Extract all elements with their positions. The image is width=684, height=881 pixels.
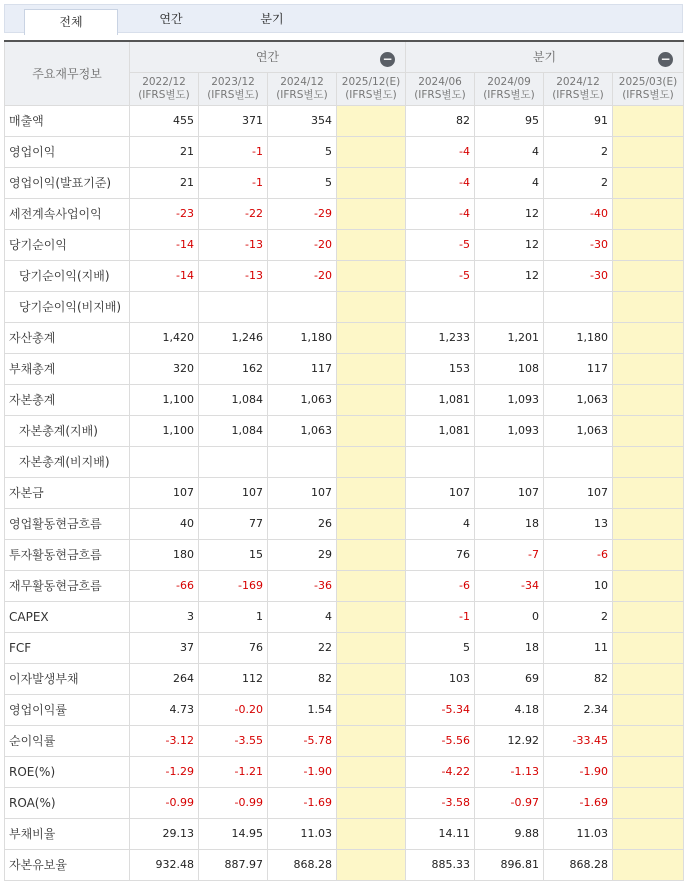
column-period: 2025/12(E) bbox=[341, 75, 401, 88]
column-period: 2024/12 bbox=[280, 75, 324, 88]
value-cell: 1,084 bbox=[199, 415, 268, 446]
value-cell: -20 bbox=[268, 229, 337, 260]
table-row bbox=[5, 198, 684, 229]
value-cell: 108 bbox=[475, 353, 544, 384]
group-label: 연간 bbox=[255, 50, 280, 65]
value-cell: 1,100 bbox=[130, 384, 199, 415]
value-cell: 1,063 bbox=[544, 415, 613, 446]
column-header bbox=[337, 72, 406, 105]
value-cell: -4 bbox=[406, 198, 475, 229]
value-cell: -3.58 bbox=[406, 787, 475, 818]
table-row bbox=[5, 508, 684, 539]
value-cell: 868.28 bbox=[268, 849, 337, 880]
column-basis: (IFRS별도) bbox=[138, 88, 190, 101]
estimate-cell bbox=[613, 818, 684, 849]
row-label: 당기순이익(지배) bbox=[5, 260, 130, 291]
value-cell: 5 bbox=[268, 167, 337, 198]
value-cell: -3.12 bbox=[130, 725, 199, 756]
value-cell: 4 bbox=[475, 136, 544, 167]
estimate-cell bbox=[337, 322, 406, 353]
value-cell: 1,093 bbox=[475, 415, 544, 446]
value-cell: 9.88 bbox=[475, 818, 544, 849]
value-cell: 1,180 bbox=[544, 322, 613, 353]
value-cell: -22 bbox=[199, 198, 268, 229]
column-header bbox=[544, 72, 613, 105]
column-period: 2024/06 bbox=[418, 75, 462, 88]
table-row bbox=[5, 849, 684, 880]
value-cell: 107 bbox=[406, 477, 475, 508]
value-cell: 4 bbox=[268, 601, 337, 632]
value-cell: 887.97 bbox=[199, 849, 268, 880]
group-header-quarterly bbox=[406, 41, 684, 72]
row-label: 영업활동현금흐름 bbox=[5, 508, 130, 539]
tab-all[interactable]: 전체 bbox=[24, 9, 118, 35]
table-row bbox=[5, 756, 684, 787]
value-cell: -1 bbox=[199, 167, 268, 198]
estimate-cell bbox=[613, 601, 684, 632]
value-cell: 1,201 bbox=[475, 322, 544, 353]
row-label: 이자발생부채 bbox=[5, 663, 130, 694]
value-cell: -34 bbox=[475, 570, 544, 601]
value-cell: -1.69 bbox=[544, 787, 613, 818]
value-cell: 5 bbox=[268, 136, 337, 167]
value-cell: 76 bbox=[406, 539, 475, 570]
value-cell: 76 bbox=[199, 632, 268, 663]
row-label: 부채총계 bbox=[5, 353, 130, 384]
row-label: FCF bbox=[5, 632, 130, 663]
estimate-cell bbox=[337, 353, 406, 384]
value-cell: 107 bbox=[475, 477, 544, 508]
value-cell: -66 bbox=[130, 570, 199, 601]
group-label: 분기 bbox=[532, 50, 557, 65]
row-label: 재무활동현금흐름 bbox=[5, 570, 130, 601]
value-cell: 21 bbox=[130, 136, 199, 167]
value-cell: -30 bbox=[544, 229, 613, 260]
value-cell: 1,063 bbox=[268, 415, 337, 446]
value-cell: -4.22 bbox=[406, 756, 475, 787]
value-cell: 4 bbox=[475, 167, 544, 198]
value-cell: 10 bbox=[544, 570, 613, 601]
column-basis: (IFRS별도) bbox=[552, 88, 604, 101]
value-cell: 117 bbox=[268, 353, 337, 384]
estimate-cell bbox=[337, 787, 406, 818]
table-row bbox=[5, 105, 684, 136]
value-cell: 13 bbox=[544, 508, 613, 539]
table-row bbox=[5, 663, 684, 694]
estimate-cell bbox=[613, 539, 684, 570]
table-row bbox=[5, 260, 684, 291]
estimate-cell bbox=[337, 477, 406, 508]
estimate-cell bbox=[337, 167, 406, 198]
table-row bbox=[5, 818, 684, 849]
estimate-cell bbox=[613, 694, 684, 725]
value-cell: 11.03 bbox=[544, 818, 613, 849]
value-cell: 12.92 bbox=[475, 725, 544, 756]
row-label: ROA(%) bbox=[5, 787, 130, 818]
value-cell: 107 bbox=[199, 477, 268, 508]
value-cell: 107 bbox=[268, 477, 337, 508]
value-cell: 18 bbox=[475, 632, 544, 663]
value-cell: 2 bbox=[544, 167, 613, 198]
tab-quarterly[interactable]: 분기 bbox=[260, 12, 284, 26]
estimate-cell bbox=[613, 787, 684, 818]
value-cell: -23 bbox=[130, 198, 199, 229]
value-cell: -5.78 bbox=[268, 725, 337, 756]
value-cell bbox=[268, 291, 337, 322]
value-cell: 162 bbox=[199, 353, 268, 384]
value-cell: 1,233 bbox=[406, 322, 475, 353]
row-label: 자본총계 bbox=[5, 384, 130, 415]
value-cell: 69 bbox=[475, 663, 544, 694]
estimate-cell bbox=[613, 663, 684, 694]
estimate-cell bbox=[613, 136, 684, 167]
column-header bbox=[268, 72, 337, 105]
value-cell: -5.34 bbox=[406, 694, 475, 725]
column-basis: (IFRS별도) bbox=[207, 88, 259, 101]
value-cell: 1,420 bbox=[130, 322, 199, 353]
estimate-cell bbox=[613, 260, 684, 291]
value-cell bbox=[475, 446, 544, 477]
table-row bbox=[5, 229, 684, 260]
value-cell: 40 bbox=[130, 508, 199, 539]
estimate-cell bbox=[613, 384, 684, 415]
estimate-cell bbox=[337, 818, 406, 849]
value-cell: 1,100 bbox=[130, 415, 199, 446]
table-row bbox=[5, 291, 684, 322]
value-cell: 29 bbox=[268, 539, 337, 570]
estimate-cell bbox=[337, 725, 406, 756]
row-label: 자산총계 bbox=[5, 322, 130, 353]
period-tabs bbox=[4, 4, 683, 33]
estimate-cell bbox=[337, 756, 406, 787]
estimate-cell bbox=[337, 198, 406, 229]
value-cell: -0.97 bbox=[475, 787, 544, 818]
row-label: 영업이익(발표기준) bbox=[5, 167, 130, 198]
value-cell: -36 bbox=[268, 570, 337, 601]
column-header bbox=[475, 72, 544, 105]
value-cell: -7 bbox=[475, 539, 544, 570]
estimate-cell bbox=[337, 415, 406, 446]
value-cell: 1.54 bbox=[268, 694, 337, 725]
value-cell: 95 bbox=[475, 105, 544, 136]
row-label: 자본총계(지배) bbox=[5, 415, 130, 446]
value-cell: 1,081 bbox=[406, 415, 475, 446]
value-cell: -5 bbox=[406, 229, 475, 260]
table-row bbox=[5, 353, 684, 384]
value-cell bbox=[406, 446, 475, 477]
value-cell: -20 bbox=[268, 260, 337, 291]
estimate-cell bbox=[337, 539, 406, 570]
estimate-cell bbox=[613, 756, 684, 787]
value-cell: -5.56 bbox=[406, 725, 475, 756]
table-row bbox=[5, 322, 684, 353]
value-cell: -29 bbox=[268, 198, 337, 229]
value-cell: 1,063 bbox=[268, 384, 337, 415]
row-label: 당기순이익(비지배) bbox=[5, 291, 130, 322]
value-cell bbox=[130, 291, 199, 322]
row-label: CAPEX bbox=[5, 601, 130, 632]
value-cell: 11.03 bbox=[268, 818, 337, 849]
value-cell: 4 bbox=[406, 508, 475, 539]
value-cell: 22 bbox=[268, 632, 337, 663]
value-cell: -1.29 bbox=[130, 756, 199, 787]
column-period: 2023/12 bbox=[211, 75, 255, 88]
estimate-cell bbox=[337, 632, 406, 663]
estimate-cell bbox=[613, 725, 684, 756]
value-cell: 2.34 bbox=[544, 694, 613, 725]
value-cell bbox=[130, 446, 199, 477]
table-row bbox=[5, 632, 684, 663]
value-cell: 14.11 bbox=[406, 818, 475, 849]
estimate-cell bbox=[613, 229, 684, 260]
value-cell: 82 bbox=[544, 663, 613, 694]
estimate-cell bbox=[613, 632, 684, 663]
estimate-cell bbox=[337, 694, 406, 725]
value-cell: 0 bbox=[475, 601, 544, 632]
value-cell: 26 bbox=[268, 508, 337, 539]
value-cell: 37 bbox=[130, 632, 199, 663]
estimate-cell bbox=[613, 291, 684, 322]
value-cell: 2 bbox=[544, 136, 613, 167]
column-header bbox=[406, 72, 475, 105]
value-cell: 153 bbox=[406, 353, 475, 384]
row-label: 투자활동현금흐름 bbox=[5, 539, 130, 570]
value-cell: 21 bbox=[130, 167, 199, 198]
column-basis: (IFRS별도) bbox=[483, 88, 535, 101]
estimate-cell bbox=[337, 105, 406, 136]
value-cell: -1.90 bbox=[544, 756, 613, 787]
row-header-title: 주요재무정보 bbox=[5, 41, 130, 105]
value-cell: 320 bbox=[130, 353, 199, 384]
value-cell: 112 bbox=[199, 663, 268, 694]
value-cell: 12 bbox=[475, 229, 544, 260]
table-row bbox=[5, 725, 684, 756]
table-row bbox=[5, 477, 684, 508]
column-header bbox=[199, 72, 268, 105]
value-cell: 11 bbox=[544, 632, 613, 663]
estimate-cell bbox=[613, 477, 684, 508]
value-cell bbox=[544, 446, 613, 477]
table-row bbox=[5, 446, 684, 477]
value-cell bbox=[268, 446, 337, 477]
value-cell: -13 bbox=[199, 260, 268, 291]
value-cell: 29.13 bbox=[130, 818, 199, 849]
value-cell: 91 bbox=[544, 105, 613, 136]
estimate-cell bbox=[613, 167, 684, 198]
value-cell: 18 bbox=[475, 508, 544, 539]
value-cell: 15 bbox=[199, 539, 268, 570]
value-cell: 3 bbox=[130, 601, 199, 632]
minus-circle-icon[interactable]: − bbox=[658, 52, 673, 67]
row-label: 자본금 bbox=[5, 477, 130, 508]
estimate-cell bbox=[613, 849, 684, 880]
financial-summary-table bbox=[4, 40, 684, 881]
column-period: 2024/09 bbox=[487, 75, 531, 88]
value-cell: 868.28 bbox=[544, 849, 613, 880]
column-header bbox=[130, 72, 199, 105]
value-cell: 932.48 bbox=[130, 849, 199, 880]
value-cell: -6 bbox=[406, 570, 475, 601]
column-period: 2025/03(E) bbox=[618, 75, 678, 88]
row-label: 자본유보율 bbox=[5, 849, 130, 880]
row-label: 세전계속사업이익 bbox=[5, 198, 130, 229]
value-cell: 354 bbox=[268, 105, 337, 136]
value-cell: 264 bbox=[130, 663, 199, 694]
value-cell bbox=[544, 291, 613, 322]
value-cell: -1.90 bbox=[268, 756, 337, 787]
value-cell: -1.21 bbox=[199, 756, 268, 787]
value-cell: 1,093 bbox=[475, 384, 544, 415]
column-basis: (IFRS별도) bbox=[622, 88, 674, 101]
value-cell: 1,084 bbox=[199, 384, 268, 415]
table-row bbox=[5, 694, 684, 725]
value-cell: 82 bbox=[268, 663, 337, 694]
value-cell: 107 bbox=[130, 477, 199, 508]
tab-annual[interactable]: 연간 bbox=[159, 12, 183, 26]
estimate-cell bbox=[337, 229, 406, 260]
table-row bbox=[5, 167, 684, 198]
column-header bbox=[613, 72, 684, 105]
estimate-cell bbox=[337, 136, 406, 167]
table-row bbox=[5, 415, 684, 446]
value-cell: 82 bbox=[406, 105, 475, 136]
value-cell: -4 bbox=[406, 136, 475, 167]
value-cell: 1 bbox=[199, 601, 268, 632]
table-row bbox=[5, 539, 684, 570]
estimate-cell bbox=[337, 849, 406, 880]
value-cell: 455 bbox=[130, 105, 199, 136]
value-cell: -0.20 bbox=[199, 694, 268, 725]
value-cell: -13 bbox=[199, 229, 268, 260]
value-cell: 180 bbox=[130, 539, 199, 570]
table-row bbox=[5, 787, 684, 818]
value-cell: -4 bbox=[406, 167, 475, 198]
value-cell: -0.99 bbox=[199, 787, 268, 818]
value-cell: 1,081 bbox=[406, 384, 475, 415]
row-label: 순이익률 bbox=[5, 725, 130, 756]
value-cell: -33.45 bbox=[544, 725, 613, 756]
column-basis: (IFRS별도) bbox=[345, 88, 397, 101]
value-cell: -169 bbox=[199, 570, 268, 601]
value-cell: -1.69 bbox=[268, 787, 337, 818]
table-row bbox=[5, 601, 684, 632]
value-cell: -1 bbox=[406, 601, 475, 632]
value-cell: 371 bbox=[199, 105, 268, 136]
estimate-cell bbox=[613, 570, 684, 601]
estimate-cell bbox=[613, 322, 684, 353]
value-cell: 1,063 bbox=[544, 384, 613, 415]
row-label: 자본총계(비지배) bbox=[5, 446, 130, 477]
table-row bbox=[5, 384, 684, 415]
column-period: 2024/12 bbox=[556, 75, 600, 88]
value-cell: -1 bbox=[199, 136, 268, 167]
value-cell: -3.55 bbox=[199, 725, 268, 756]
value-cell bbox=[199, 291, 268, 322]
estimate-cell bbox=[613, 508, 684, 539]
estimate-cell bbox=[613, 353, 684, 384]
estimate-cell bbox=[613, 198, 684, 229]
value-cell: -14 bbox=[130, 229, 199, 260]
minus-circle-icon[interactable]: − bbox=[380, 52, 395, 67]
value-cell: 12 bbox=[475, 260, 544, 291]
value-cell: -0.99 bbox=[130, 787, 199, 818]
row-label: 부채비율 bbox=[5, 818, 130, 849]
value-cell: 117 bbox=[544, 353, 613, 384]
estimate-cell bbox=[337, 260, 406, 291]
row-label: 영업이익률 bbox=[5, 694, 130, 725]
value-cell: 14.95 bbox=[199, 818, 268, 849]
row-label: 당기순이익 bbox=[5, 229, 130, 260]
estimate-cell bbox=[337, 508, 406, 539]
estimate-cell bbox=[337, 601, 406, 632]
value-cell: 107 bbox=[544, 477, 613, 508]
value-cell: 2 bbox=[544, 601, 613, 632]
column-period: 2022/12 bbox=[142, 75, 186, 88]
value-cell: -6 bbox=[544, 539, 613, 570]
estimate-cell bbox=[337, 663, 406, 694]
estimate-cell bbox=[613, 105, 684, 136]
value-cell: 4.18 bbox=[475, 694, 544, 725]
value-cell: 77 bbox=[199, 508, 268, 539]
value-cell: 12 bbox=[475, 198, 544, 229]
column-basis: (IFRS별도) bbox=[276, 88, 328, 101]
value-cell: 4.73 bbox=[130, 694, 199, 725]
value-cell: -30 bbox=[544, 260, 613, 291]
value-cell bbox=[199, 446, 268, 477]
column-basis: (IFRS별도) bbox=[414, 88, 466, 101]
value-cell bbox=[475, 291, 544, 322]
table-row bbox=[5, 570, 684, 601]
row-label: ROE(%) bbox=[5, 756, 130, 787]
group-header-annual bbox=[130, 41, 406, 72]
value-cell: 5 bbox=[406, 632, 475, 663]
value-cell: 103 bbox=[406, 663, 475, 694]
estimate-cell bbox=[337, 446, 406, 477]
table-row bbox=[5, 136, 684, 167]
value-cell: 885.33 bbox=[406, 849, 475, 880]
value-cell: -14 bbox=[130, 260, 199, 291]
estimate-cell bbox=[337, 291, 406, 322]
estimate-cell bbox=[613, 415, 684, 446]
value-cell: -5 bbox=[406, 260, 475, 291]
value-cell: 1,180 bbox=[268, 322, 337, 353]
value-cell bbox=[406, 291, 475, 322]
value-cell: -1.13 bbox=[475, 756, 544, 787]
row-label: 매출액 bbox=[5, 105, 130, 136]
estimate-cell bbox=[337, 384, 406, 415]
value-cell: -40 bbox=[544, 198, 613, 229]
value-cell: 896.81 bbox=[475, 849, 544, 880]
estimate-cell bbox=[337, 570, 406, 601]
row-label: 영업이익 bbox=[5, 136, 130, 167]
estimate-cell bbox=[613, 446, 684, 477]
value-cell: 1,246 bbox=[199, 322, 268, 353]
